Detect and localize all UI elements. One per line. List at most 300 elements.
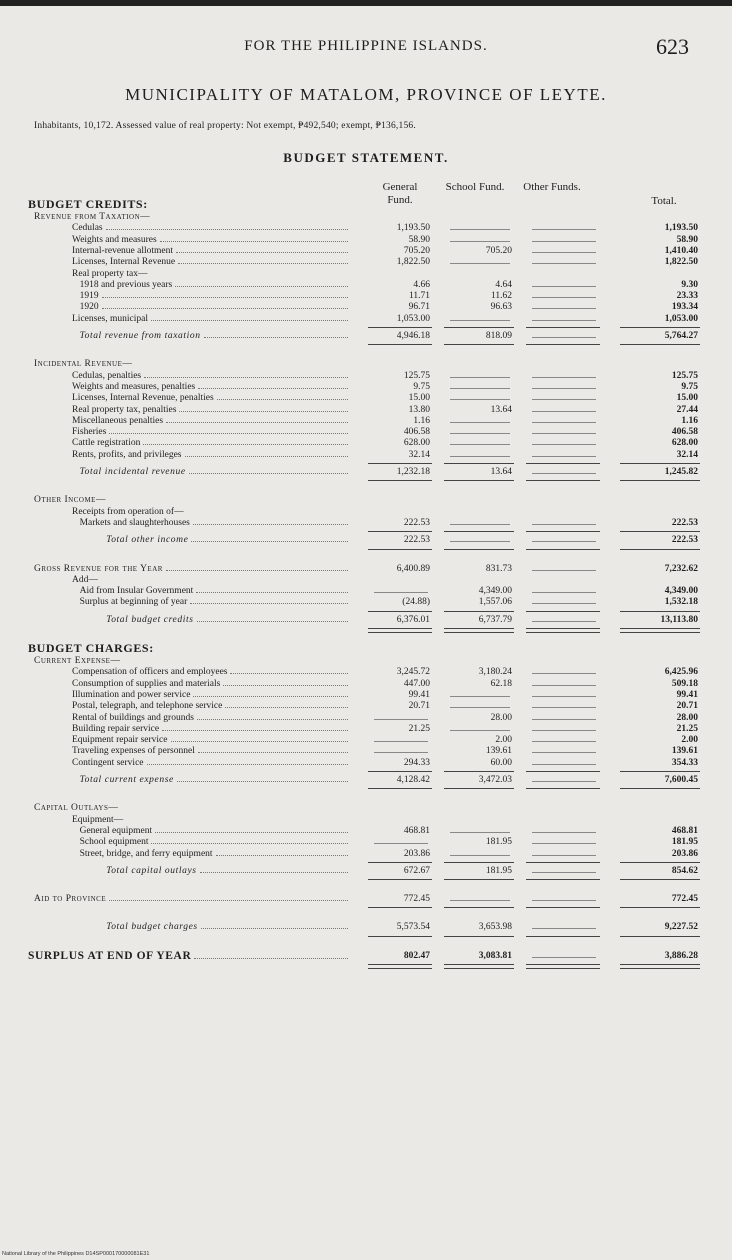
cell-total: 509.18 bbox=[671, 678, 698, 689]
empty-cell-dash bbox=[450, 541, 510, 542]
municipality-title: MUNICIPALITY OF MATALOM, PROVINCE OF LEYTE. bbox=[125, 85, 607, 104]
cell-total: 99.41 bbox=[676, 689, 698, 700]
sum-rule bbox=[620, 549, 700, 550]
cell-total: 23.33 bbox=[676, 291, 698, 302]
empty-cell-dash bbox=[532, 541, 596, 542]
cell-general: 802.47 bbox=[403, 950, 430, 961]
budget-row bbox=[0, 667, 732, 678]
leader-dots bbox=[166, 421, 348, 423]
empty-cell-dash bbox=[450, 377, 510, 378]
empty-cell-dash bbox=[532, 297, 596, 298]
cell-general: 1,822.50 bbox=[396, 257, 430, 268]
cell-total: 1.16 bbox=[681, 415, 698, 426]
budget-row bbox=[0, 291, 732, 302]
budget-row bbox=[0, 331, 732, 342]
cell-school: 13.64 bbox=[490, 404, 512, 415]
cell-total: 772.45 bbox=[671, 894, 698, 905]
leader-dots bbox=[225, 706, 348, 708]
cell-general: 13.80 bbox=[408, 404, 430, 415]
cell-total: 406.58 bbox=[671, 427, 698, 438]
cell-general: 628.00 bbox=[403, 438, 430, 449]
empty-cell-dash bbox=[532, 444, 596, 445]
empty-cell-dash bbox=[450, 388, 510, 389]
cell-total: 139.61 bbox=[671, 746, 698, 757]
budget-row bbox=[0, 615, 732, 626]
row-label: Surplus at beginning of year bbox=[79, 597, 188, 608]
budget-row bbox=[0, 713, 732, 724]
row-label: Total other income bbox=[106, 535, 189, 546]
cell-general: 99.41 bbox=[408, 689, 430, 700]
leader-dots bbox=[193, 695, 348, 697]
sum-rule bbox=[526, 936, 600, 937]
leader-dots bbox=[216, 854, 348, 856]
empty-cell-dash bbox=[532, 308, 596, 309]
cell-general: 4,128.42 bbox=[396, 775, 430, 785]
sum-rule bbox=[526, 879, 600, 880]
leader-dots bbox=[109, 899, 348, 901]
cell-general: 406.58 bbox=[403, 427, 430, 438]
leader-dots bbox=[155, 831, 348, 833]
cell-general: 222.53 bbox=[403, 517, 430, 528]
budget-row bbox=[0, 564, 732, 575]
cell-school: 181.95 bbox=[485, 837, 512, 848]
row-label: Current Expense— bbox=[34, 656, 121, 666]
empty-cell-dash bbox=[532, 320, 596, 321]
empty-cell-dash bbox=[532, 872, 596, 873]
row-label: Licenses, municipal bbox=[72, 313, 148, 324]
leader-dots bbox=[175, 285, 348, 287]
leader-dots bbox=[151, 319, 348, 321]
cell-total: 222.53 bbox=[671, 535, 698, 546]
cell-total: 1,193.50 bbox=[664, 223, 698, 234]
cell-general: 58.90 bbox=[408, 234, 430, 245]
sum-rule bbox=[526, 771, 600, 772]
cell-general: 1,053.00 bbox=[396, 313, 430, 324]
cell-school: 705.20 bbox=[485, 245, 512, 256]
cell-total: 193.34 bbox=[671, 302, 698, 313]
cell-total: 854.62 bbox=[671, 865, 698, 876]
cell-total: 468.81 bbox=[671, 825, 698, 836]
budget-row bbox=[0, 837, 732, 848]
sum-rule bbox=[526, 788, 600, 789]
sum-rule bbox=[444, 771, 514, 772]
cell-total: 1,822.50 bbox=[664, 257, 698, 268]
total-double-rule bbox=[526, 964, 600, 969]
empty-cell-dash bbox=[532, 741, 596, 742]
leader-dots bbox=[151, 842, 348, 844]
empty-cell-dash bbox=[450, 696, 510, 697]
empty-cell-dash bbox=[532, 388, 596, 389]
cell-school: 96.63 bbox=[490, 302, 512, 313]
row-label: Traveling expenses of personnel bbox=[72, 746, 195, 757]
budget-row bbox=[0, 894, 732, 905]
empty-cell-dash bbox=[450, 444, 510, 445]
sum-rule bbox=[620, 611, 700, 612]
leader-dots bbox=[177, 780, 348, 782]
budget-row bbox=[0, 359, 732, 370]
row-label: Consumption of supplies and materials bbox=[72, 678, 221, 689]
sum-rule bbox=[368, 936, 432, 937]
empty-cell-dash bbox=[532, 832, 596, 833]
row-label: Total incidental revenue bbox=[79, 467, 186, 477]
cell-school: 2.00 bbox=[495, 735, 512, 746]
leader-dots bbox=[179, 410, 348, 412]
budget-row bbox=[0, 866, 732, 877]
cell-total: 9,227.52 bbox=[664, 922, 698, 933]
row-label: Aid from Insular Government bbox=[79, 586, 194, 597]
row-label: 1918 and previous years bbox=[79, 279, 173, 290]
sum-rule bbox=[368, 531, 432, 532]
cell-general: (24.88) bbox=[402, 597, 430, 608]
empty-cell-dash bbox=[450, 524, 510, 525]
budget-row bbox=[0, 314, 732, 325]
cell-school: 28.00 bbox=[490, 712, 512, 723]
empty-cell-dash bbox=[450, 433, 510, 434]
row-label: Gross Revenue for the Year bbox=[34, 563, 163, 574]
empty-cell-dash bbox=[532, 422, 596, 423]
cell-general: 1.16 bbox=[413, 415, 430, 426]
empty-cell-dash bbox=[532, 603, 596, 604]
sum-rule bbox=[526, 549, 600, 550]
empty-cell-dash bbox=[450, 241, 510, 242]
leader-dots bbox=[201, 927, 348, 929]
budget-row bbox=[0, 922, 732, 933]
cell-total: 1,245.82 bbox=[664, 467, 698, 477]
leader-dots bbox=[191, 540, 348, 542]
cell-school: 4,349.00 bbox=[478, 586, 512, 597]
cell-total: 628.00 bbox=[671, 438, 698, 449]
page-number: 623 bbox=[656, 34, 689, 59]
budget-row bbox=[0, 735, 732, 746]
empty-cell-dash bbox=[532, 928, 596, 929]
row-label: Illumination and power service bbox=[72, 689, 191, 700]
budget-row bbox=[0, 280, 732, 291]
leader-dots bbox=[217, 398, 348, 400]
sum-rule bbox=[368, 480, 432, 481]
sum-rule bbox=[368, 327, 432, 328]
budget-row bbox=[0, 212, 732, 223]
cell-total: 2.00 bbox=[681, 735, 698, 746]
empty-cell-dash bbox=[532, 456, 596, 457]
budget-row bbox=[0, 746, 732, 757]
empty-cell-dash bbox=[450, 263, 510, 264]
empty-cell-dash bbox=[374, 752, 428, 753]
leader-dots bbox=[178, 262, 348, 264]
row-label: Real property tax— bbox=[72, 268, 148, 279]
row-label: Street, bridge, and ferry equipment bbox=[79, 848, 213, 859]
budget-row bbox=[0, 223, 732, 234]
budget-row bbox=[0, 518, 732, 529]
leader-dots bbox=[166, 569, 348, 571]
sum-rule bbox=[526, 862, 600, 863]
budget-row bbox=[0, 535, 732, 546]
sum-rule bbox=[620, 463, 700, 464]
column-header-total: Total. bbox=[651, 195, 677, 207]
cell-general: 15.00 bbox=[408, 393, 430, 404]
leader-dots bbox=[102, 296, 348, 298]
sum-rule bbox=[368, 907, 432, 908]
sum-rule bbox=[444, 936, 514, 937]
budget-row bbox=[0, 849, 732, 860]
leader-dots bbox=[109, 432, 348, 434]
row-label: Total budget charges bbox=[106, 922, 198, 933]
budget-row bbox=[0, 724, 732, 735]
budget-row bbox=[0, 656, 732, 667]
empty-cell-dash bbox=[450, 855, 510, 856]
budget-row bbox=[0, 405, 732, 416]
empty-cell-dash bbox=[450, 456, 510, 457]
budget-row bbox=[0, 467, 732, 478]
cell-total: 4,349.00 bbox=[664, 586, 698, 597]
budget-row bbox=[0, 438, 732, 449]
scan-top-border bbox=[0, 0, 732, 6]
budget-row bbox=[0, 382, 732, 393]
cell-total: 5,764.27 bbox=[664, 331, 698, 341]
budget-row bbox=[0, 450, 732, 461]
inhabitants-line: Inhabitants, 10,172. Assessed value of real property: Not exempt, ₱492,540; exempt, ₱136,156. bbox=[34, 121, 416, 131]
cell-total: 27.44 bbox=[676, 404, 698, 415]
cell-general: 6,376.01 bbox=[396, 614, 430, 625]
empty-cell-dash bbox=[532, 399, 596, 400]
empty-cell-dash bbox=[450, 422, 510, 423]
empty-cell-dash bbox=[532, 730, 596, 731]
row-label: Cedulas, penalties bbox=[72, 370, 142, 381]
leader-dots bbox=[185, 455, 349, 457]
leader-dots bbox=[143, 443, 348, 445]
row-label: Postal, telegraph, and telephone service bbox=[72, 701, 223, 712]
empty-cell-dash bbox=[532, 707, 596, 708]
cell-total: 7,600.45 bbox=[664, 775, 698, 785]
cell-school: 831.73 bbox=[485, 563, 512, 574]
sum-rule bbox=[526, 611, 600, 612]
sum-rule bbox=[444, 879, 514, 880]
sum-rule bbox=[620, 480, 700, 481]
row-label: Licenses, Internal Revenue, penalties bbox=[72, 393, 214, 404]
sum-rule bbox=[368, 463, 432, 464]
cell-general: 3,245.72 bbox=[396, 667, 430, 678]
sum-rule bbox=[368, 788, 432, 789]
leader-dots bbox=[196, 591, 348, 593]
cell-general: 772.45 bbox=[403, 894, 430, 905]
cell-total: 125.75 bbox=[671, 370, 698, 381]
column-header-general-fund: General Fund. bbox=[382, 181, 418, 206]
budget-row bbox=[0, 679, 732, 690]
leader-dots bbox=[198, 387, 348, 389]
row-label: General equipment bbox=[79, 825, 153, 836]
sum-rule bbox=[444, 463, 514, 464]
leader-dots bbox=[194, 957, 348, 959]
sum-rule bbox=[444, 327, 514, 328]
empty-cell-dash bbox=[450, 832, 510, 833]
budget-row bbox=[0, 235, 732, 246]
cell-general: 125.75 bbox=[403, 370, 430, 381]
leader-dots bbox=[189, 472, 348, 474]
cell-total: 20.71 bbox=[676, 701, 698, 712]
cell-total: 1,410.40 bbox=[664, 245, 698, 256]
sum-rule bbox=[526, 480, 600, 481]
empty-cell-dash bbox=[532, 685, 596, 686]
budget-row bbox=[0, 495, 732, 506]
row-label: BUDGET CREDITS: bbox=[28, 199, 148, 210]
empty-cell-dash bbox=[450, 229, 510, 230]
cell-total: 222.53 bbox=[671, 517, 698, 528]
cell-total: 32.14 bbox=[676, 449, 698, 460]
total-double-rule bbox=[444, 964, 514, 969]
sum-rule bbox=[620, 907, 700, 908]
leader-dots bbox=[144, 376, 348, 378]
sum-rule bbox=[526, 907, 600, 908]
row-label: Rents, profits, and privileges bbox=[72, 449, 182, 460]
empty-cell-dash bbox=[532, 957, 596, 958]
empty-cell-dash bbox=[532, 673, 596, 674]
total-double-rule bbox=[620, 964, 700, 969]
row-label: Markets and slaughterhouses bbox=[79, 517, 190, 528]
leader-dots bbox=[204, 336, 348, 338]
sum-rule bbox=[444, 907, 514, 908]
budget-row bbox=[0, 758, 732, 769]
statement-title: BUDGET STATEMENT. bbox=[283, 150, 449, 165]
cell-school: 3,083.81 bbox=[478, 950, 512, 961]
row-label: Add— bbox=[72, 574, 98, 585]
sum-rule bbox=[444, 480, 514, 481]
cell-general: 1,232.18 bbox=[396, 467, 430, 477]
empty-cell-dash bbox=[374, 592, 428, 593]
column-header-school-fund: School Fund. bbox=[445, 181, 505, 193]
cell-general: 20.71 bbox=[408, 701, 430, 712]
row-label: Capital Outlays— bbox=[34, 803, 119, 814]
cell-general: 5,573.54 bbox=[396, 922, 430, 933]
sum-rule bbox=[368, 549, 432, 550]
empty-cell-dash bbox=[532, 719, 596, 720]
sum-rule bbox=[368, 879, 432, 880]
row-label: Cattle registration bbox=[72, 438, 141, 449]
cell-general: 11.71 bbox=[408, 291, 430, 302]
empty-cell-dash bbox=[374, 843, 428, 844]
cell-general: 32.14 bbox=[408, 449, 430, 460]
row-label: Weights and measures, penalties bbox=[72, 381, 196, 392]
budget-row bbox=[0, 701, 732, 712]
budget-row bbox=[0, 246, 732, 257]
empty-cell-dash bbox=[532, 570, 596, 571]
row-label: SURPLUS AT END OF YEAR bbox=[28, 950, 192, 962]
cell-school: 181.95 bbox=[485, 865, 512, 876]
cell-school: 1,557.06 bbox=[478, 597, 512, 608]
empty-cell-dash bbox=[374, 741, 428, 742]
cell-school: 4.64 bbox=[495, 279, 512, 290]
sum-rule bbox=[444, 788, 514, 789]
empty-cell-dash bbox=[450, 730, 510, 731]
budget-row bbox=[0, 427, 732, 438]
cell-school: 3,180.24 bbox=[478, 667, 512, 678]
leader-dots bbox=[190, 602, 348, 604]
empty-cell-dash bbox=[532, 377, 596, 378]
budget-row bbox=[0, 269, 732, 280]
empty-cell-dash bbox=[532, 411, 596, 412]
row-label: Weights and measures bbox=[72, 234, 157, 245]
row-label: Rental of buildings and grounds bbox=[72, 712, 194, 723]
cell-general: 203.86 bbox=[403, 848, 430, 859]
sum-rule bbox=[620, 862, 700, 863]
row-label: Licenses, Internal Revenue bbox=[72, 257, 176, 268]
cell-total: 1,532.18 bbox=[664, 597, 698, 608]
row-label: Cedulas bbox=[72, 223, 103, 234]
scan-credit: National Library of the Philippines D14SP000170000081E31 bbox=[2, 1251, 150, 1257]
sum-rule bbox=[368, 344, 432, 345]
sum-rule bbox=[620, 771, 700, 772]
cell-school: 11.62 bbox=[490, 291, 512, 302]
sum-rule bbox=[620, 788, 700, 789]
row-label: Compensation of officers and employees bbox=[72, 667, 228, 678]
row-label: Total revenue from taxation bbox=[79, 331, 201, 341]
leader-dots bbox=[171, 740, 349, 742]
empty-cell-dash bbox=[532, 621, 596, 622]
cell-school: 3,653.98 bbox=[478, 922, 512, 933]
empty-cell-dash bbox=[532, 696, 596, 697]
row-label: Miscellaneous penalties bbox=[72, 415, 164, 426]
leader-dots bbox=[176, 251, 348, 253]
row-label: Incidental Revenue— bbox=[34, 359, 133, 370]
cell-school: 818.09 bbox=[485, 331, 512, 341]
row-label: Total budget credits bbox=[106, 614, 194, 625]
cell-school: 62.18 bbox=[490, 678, 512, 689]
cell-general: 96.71 bbox=[408, 302, 430, 313]
cell-general: 4,946.18 bbox=[396, 331, 430, 341]
budget-row bbox=[0, 257, 732, 268]
leader-dots bbox=[162, 729, 348, 731]
budget-row bbox=[0, 586, 732, 597]
empty-cell-dash bbox=[532, 252, 596, 253]
budget-row bbox=[0, 302, 732, 313]
budget-row bbox=[0, 575, 732, 586]
cell-general: 222.53 bbox=[403, 535, 430, 546]
leader-dots bbox=[197, 620, 348, 622]
row-label: Other Income— bbox=[34, 495, 106, 506]
empty-cell-dash bbox=[450, 707, 510, 708]
budget-row bbox=[0, 803, 732, 814]
leader-dots bbox=[106, 228, 348, 230]
cell-general: 294.33 bbox=[403, 757, 430, 768]
cell-total: 58.90 bbox=[676, 234, 698, 245]
empty-cell-dash bbox=[532, 337, 596, 338]
empty-cell-dash bbox=[450, 320, 510, 321]
sum-rule bbox=[444, 531, 514, 532]
cell-school: 13.64 bbox=[490, 467, 512, 477]
budget-row bbox=[0, 951, 732, 962]
sum-rule bbox=[526, 327, 600, 328]
empty-cell-dash bbox=[532, 229, 596, 230]
budget-row bbox=[0, 393, 732, 404]
empty-cell-dash bbox=[532, 524, 596, 525]
cell-total: 9.75 bbox=[681, 381, 698, 392]
cell-total: 3,886.28 bbox=[664, 950, 698, 961]
budget-row bbox=[0, 416, 732, 427]
leader-dots bbox=[197, 718, 348, 720]
sum-rule bbox=[620, 344, 700, 345]
total-double-rule bbox=[526, 628, 600, 633]
cell-total: 354.33 bbox=[671, 757, 698, 768]
row-label: 1919 bbox=[79, 291, 99, 302]
row-label: Internal-revenue allotment bbox=[72, 245, 174, 256]
cell-general: 4.66 bbox=[413, 279, 430, 290]
total-double-rule bbox=[368, 628, 432, 633]
empty-cell-dash bbox=[532, 900, 596, 901]
empty-cell-dash bbox=[532, 752, 596, 753]
sum-rule bbox=[620, 879, 700, 880]
leader-dots bbox=[200, 871, 348, 873]
cell-total: 21.25 bbox=[676, 723, 698, 734]
empty-cell-dash bbox=[532, 843, 596, 844]
empty-cell-dash bbox=[450, 900, 510, 901]
